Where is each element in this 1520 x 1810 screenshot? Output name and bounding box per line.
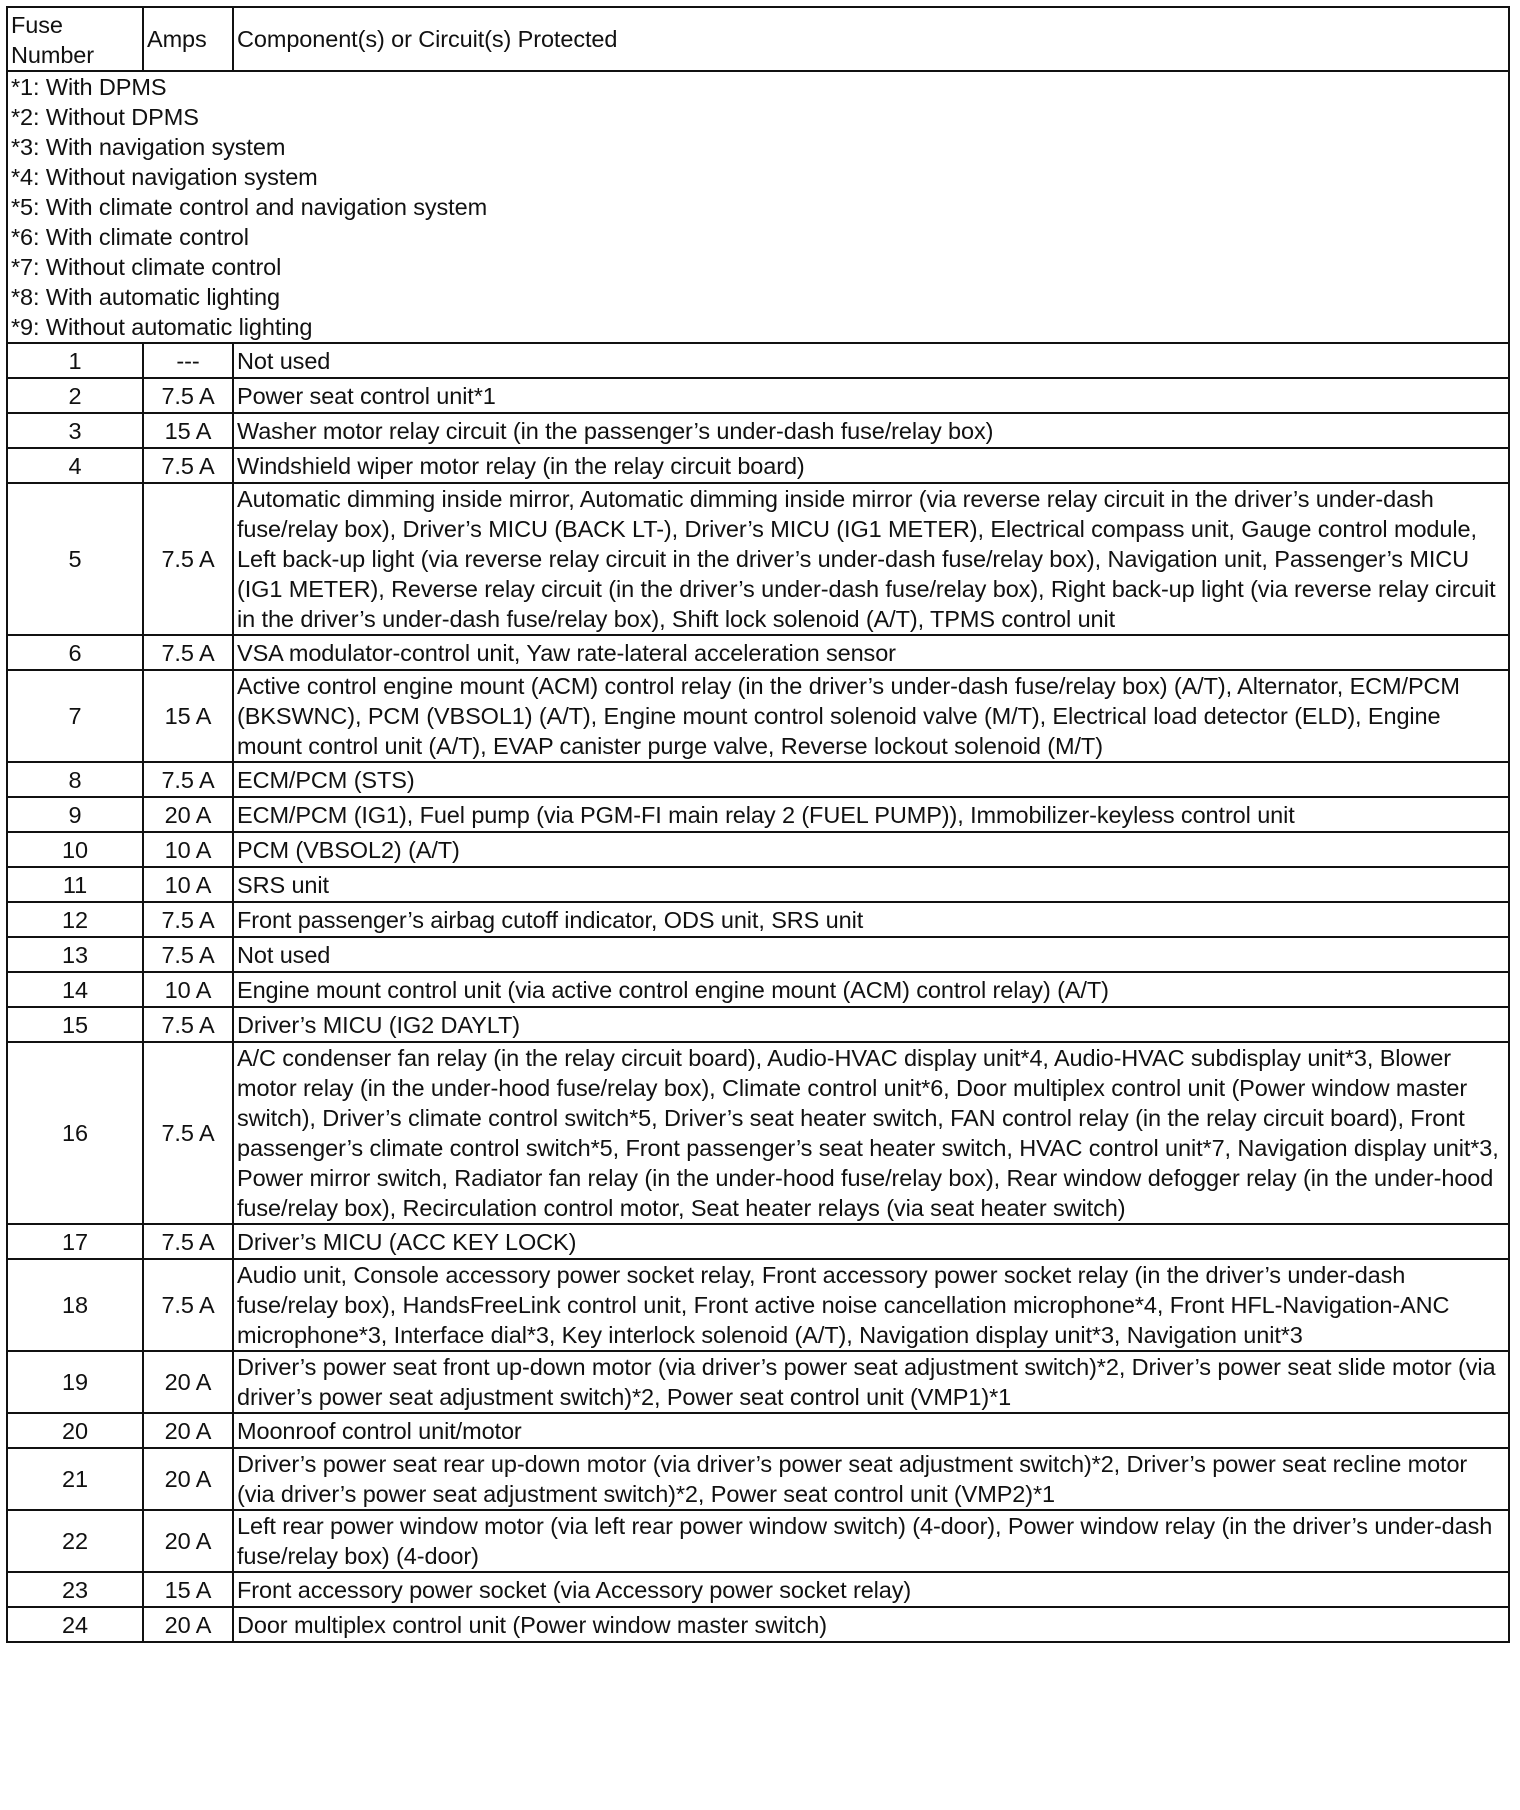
fuse-number-cell: 16 bbox=[7, 1042, 143, 1224]
fuse-number-cell: 20 bbox=[7, 1413, 143, 1448]
table-row bbox=[7, 1259, 1509, 1351]
fuse-number-cell: 24 bbox=[7, 1607, 143, 1642]
table-row bbox=[7, 448, 1509, 483]
protected-circuits-cell: Engine mount control unit (via active control engine mount (ACM) control relay) (A/T) bbox=[233, 972, 1509, 1007]
fuse-table bbox=[6, 6, 1510, 1643]
amps-cell: 20 A bbox=[143, 1510, 233, 1572]
amps-cell: 7.5 A bbox=[143, 635, 233, 670]
amps-cell: 7.5 A bbox=[143, 483, 233, 635]
fuse-number-cell: 8 bbox=[7, 762, 143, 797]
amps-cell: 20 A bbox=[143, 1351, 233, 1413]
protected-circuits-cell: A/C condenser fan relay (in the relay circuit board), Audio-HVAC display unit*4, Audio-HVAC subdisplay unit*3, Blower motor relay (in the under-hood fuse/relay box), Climate control unit*6, Door multiplex control unit (Power window master switch), Driver’s climate control switch*5, Driver’s seat heater switch, FAN control relay (in the relay circuit board), Front passenger’s climate control switch*5, Front passenger’s seat heater switch, HVAC control unit*7, Navigation display unit*3, Power mirror switch, Radiator fan relay (in the under-hood fuse/relay box), Rear window defogger relay (in the under-hood fuse/relay box), Recirculation control motor, Seat heater relays (via seat heater switch) bbox=[233, 1042, 1509, 1224]
footnote: *9: Without automatic lighting bbox=[11, 314, 313, 340]
protected-circuits-cell: Door multiplex control unit (Power window master switch) bbox=[233, 1607, 1509, 1642]
fuse-number-cell: 12 bbox=[7, 902, 143, 937]
fuse-number-cell: 2 bbox=[7, 378, 143, 413]
amps-cell: 15 A bbox=[143, 1572, 233, 1607]
protected-circuits-cell: PCM (VBSOL2) (A/T) bbox=[233, 832, 1509, 867]
protected-circuits-cell: Power seat control unit*1 bbox=[233, 378, 1509, 413]
fuse-number-cell: 9 bbox=[7, 797, 143, 832]
header-row bbox=[7, 7, 1509, 71]
fuse-number-cell: 17 bbox=[7, 1224, 143, 1259]
amps-cell: 20 A bbox=[143, 1607, 233, 1642]
table-row bbox=[7, 1510, 1509, 1572]
protected-circuits-cell: Driver’s power seat front up-down motor (via driver’s power seat adjustment switch)*2, Driver’s power seat slide motor (via driver’s power seat adjustment switch)*2, Power seat control unit (VMP1)*1 bbox=[233, 1351, 1509, 1413]
protected-circuits-cell: Moonroof control unit/motor bbox=[233, 1413, 1509, 1448]
protected-circuits-cell: Driver’s power seat rear up-down motor (via driver’s power seat adjustment switch)*2, Driver’s power seat recline motor (via driver’s power seat adjustment switch)*2, Power seat control unit (VMP2)*1 bbox=[233, 1448, 1509, 1510]
table-row bbox=[7, 378, 1509, 413]
fuse-number-cell: 6 bbox=[7, 635, 143, 670]
fuse-number-cell: 22 bbox=[7, 1510, 143, 1572]
amps-cell: 15 A bbox=[143, 670, 233, 762]
fuse-number-cell: 7 bbox=[7, 670, 143, 762]
table-row bbox=[7, 1448, 1509, 1510]
fuse-number-cell: 18 bbox=[7, 1259, 143, 1351]
table-row bbox=[7, 902, 1509, 937]
footnote: *8: With automatic lighting bbox=[11, 284, 280, 310]
protected-circuits-cell: VSA modulator-control unit, Yaw rate-lateral acceleration sensor bbox=[233, 635, 1509, 670]
table-row bbox=[7, 343, 1509, 378]
amps-cell: 20 A bbox=[143, 1413, 233, 1448]
fuse-number-cell: 10 bbox=[7, 832, 143, 867]
amps-cell: 7.5 A bbox=[143, 902, 233, 937]
table-row bbox=[7, 413, 1509, 448]
protected-circuits-cell: Driver’s MICU (ACC KEY LOCK) bbox=[233, 1224, 1509, 1259]
amps-cell: 7.5 A bbox=[143, 1259, 233, 1351]
fuse-number-cell: 4 bbox=[7, 448, 143, 483]
header-fuse-number: Fuse Number bbox=[7, 7, 143, 71]
protected-circuits-cell: Front accessory power socket (via Accessory power socket relay) bbox=[233, 1572, 1509, 1607]
table-row bbox=[7, 1351, 1509, 1413]
amps-cell: 10 A bbox=[143, 972, 233, 1007]
amps-cell: 20 A bbox=[143, 1448, 233, 1510]
fuse-number-cell: 14 bbox=[7, 972, 143, 1007]
table-row bbox=[7, 867, 1509, 902]
amps-cell: 7.5 A bbox=[143, 448, 233, 483]
amps-cell: 7.5 A bbox=[143, 1042, 233, 1224]
amps-cell: --- bbox=[143, 343, 233, 378]
table-row bbox=[7, 1572, 1509, 1607]
table-row bbox=[7, 1413, 1509, 1448]
protected-circuits-cell: Windshield wiper motor relay (in the relay circuit board) bbox=[233, 448, 1509, 483]
amps-cell: 10 A bbox=[143, 832, 233, 867]
fuse-number-cell: 19 bbox=[7, 1351, 143, 1413]
protected-circuits-cell: SRS unit bbox=[233, 867, 1509, 902]
protected-circuits-cell: Audio unit, Console accessory power socket relay, Front accessory power socket relay (in the driver’s under-dash fuse/relay box), HandsFreeLink control unit, Front active noise cancellation microphone*4, Front HFL-Navigation-ANC microphone*3, Interface dial*3, Key interlock solenoid (A/T), Navigation display unit*3, Navigation unit*3 bbox=[233, 1259, 1509, 1351]
fuse-number-cell: 1 bbox=[7, 343, 143, 378]
footnote: *4: Without navigation system bbox=[11, 164, 318, 190]
table-row bbox=[7, 832, 1509, 867]
amps-cell: 7.5 A bbox=[143, 378, 233, 413]
protected-circuits-cell: Left rear power window motor (via left rear power window switch) (4-door), Power window relay (in the driver’s under-dash fuse/relay box) (4-door) bbox=[233, 1510, 1509, 1572]
header-protected: Component(s) or Circuit(s) Protected bbox=[233, 7, 1509, 71]
protected-circuits-cell: Driver’s MICU (IG2 DAYLT) bbox=[233, 1007, 1509, 1042]
fuse-number-cell: 13 bbox=[7, 937, 143, 972]
table-row bbox=[7, 797, 1509, 832]
footnote: *3: With navigation system bbox=[11, 134, 286, 160]
fuse-number-cell: 23 bbox=[7, 1572, 143, 1607]
amps-cell: 15 A bbox=[143, 413, 233, 448]
fuse-number-cell: 21 bbox=[7, 1448, 143, 1510]
notes-row bbox=[7, 71, 1509, 343]
header-amps: Amps bbox=[143, 7, 233, 71]
amps-cell: 7.5 A bbox=[143, 1224, 233, 1259]
protected-circuits-cell: Not used bbox=[233, 937, 1509, 972]
table-row bbox=[7, 1224, 1509, 1259]
footnote: *5: With climate control and navigation system bbox=[11, 194, 488, 220]
protected-circuits-cell: Automatic dimming inside mirror, Automatic dimming inside mirror (via reverse relay circuit in the driver’s under-dash fuse/relay box), Driver’s MICU (BACK LT-), Driver’s MICU (IG1 METER), Electrical compass unit, Gauge control module, Left back-up light (via reverse relay circuit in the driver’s under-dash fuse/relay box), Navigation unit, Passenger’s MICU (IG1 METER), Reverse relay circuit (in the driver’s under-dash fuse/relay box), Right back-up light (via reverse relay circuit in the driver’s under-dash fuse/relay box), Shift lock solenoid (A/T), TPMS control unit bbox=[233, 483, 1509, 635]
table-row bbox=[7, 670, 1509, 762]
amps-cell: 7.5 A bbox=[143, 1007, 233, 1042]
protected-circuits-cell: Active control engine mount (ACM) control relay (in the driver’s under-dash fuse/relay box) (A/T), Alternator, ECM/PCM (BKSWNC), PCM (VBSOL1) (A/T), Engine mount control solenoid valve (M/T), Electrical load detector (ELD), Engine mount control unit (A/T), EVAP canister purge valve, Reverse lockout solenoid (M/T) bbox=[233, 670, 1509, 762]
table-row bbox=[7, 1607, 1509, 1642]
amps-cell: 20 A bbox=[143, 797, 233, 832]
footnote: *7: Without climate control bbox=[11, 254, 282, 280]
table-row bbox=[7, 483, 1509, 635]
protected-circuits-cell: Not used bbox=[233, 343, 1509, 378]
fuse-table-container bbox=[6, 6, 1510, 1643]
table-row bbox=[7, 635, 1509, 670]
amps-cell: 7.5 A bbox=[143, 762, 233, 797]
footnote: *6: With climate control bbox=[11, 224, 249, 250]
footnote: *2: Without DPMS bbox=[11, 104, 199, 130]
protected-circuits-cell: Front passenger’s airbag cutoff indicator, ODS unit, SRS unit bbox=[233, 902, 1509, 937]
protected-circuits-cell: ECM/PCM (IG1), Fuel pump (via PGM-FI main relay 2 (FUEL PUMP)), Immobilizer-keyless control unit bbox=[233, 797, 1509, 832]
fuse-number-cell: 3 bbox=[7, 413, 143, 448]
amps-cell: 10 A bbox=[143, 867, 233, 902]
amps-cell: 7.5 A bbox=[143, 937, 233, 972]
protected-circuits-cell: Washer motor relay circuit (in the passenger’s under-dash fuse/relay box) bbox=[233, 413, 1509, 448]
fuse-number-cell: 11 bbox=[7, 867, 143, 902]
footnotes bbox=[7, 71, 1509, 343]
protected-circuits-cell: ECM/PCM (STS) bbox=[233, 762, 1509, 797]
table-row bbox=[7, 762, 1509, 797]
fuse-number-cell: 5 bbox=[7, 483, 143, 635]
footnote: *1: With DPMS bbox=[11, 74, 167, 100]
table-row bbox=[7, 972, 1509, 1007]
table-row bbox=[7, 937, 1509, 972]
fuse-number-cell: 15 bbox=[7, 1007, 143, 1042]
fuse-table-body bbox=[7, 7, 1509, 1642]
table-row bbox=[7, 1007, 1509, 1042]
table-row bbox=[7, 1042, 1509, 1224]
